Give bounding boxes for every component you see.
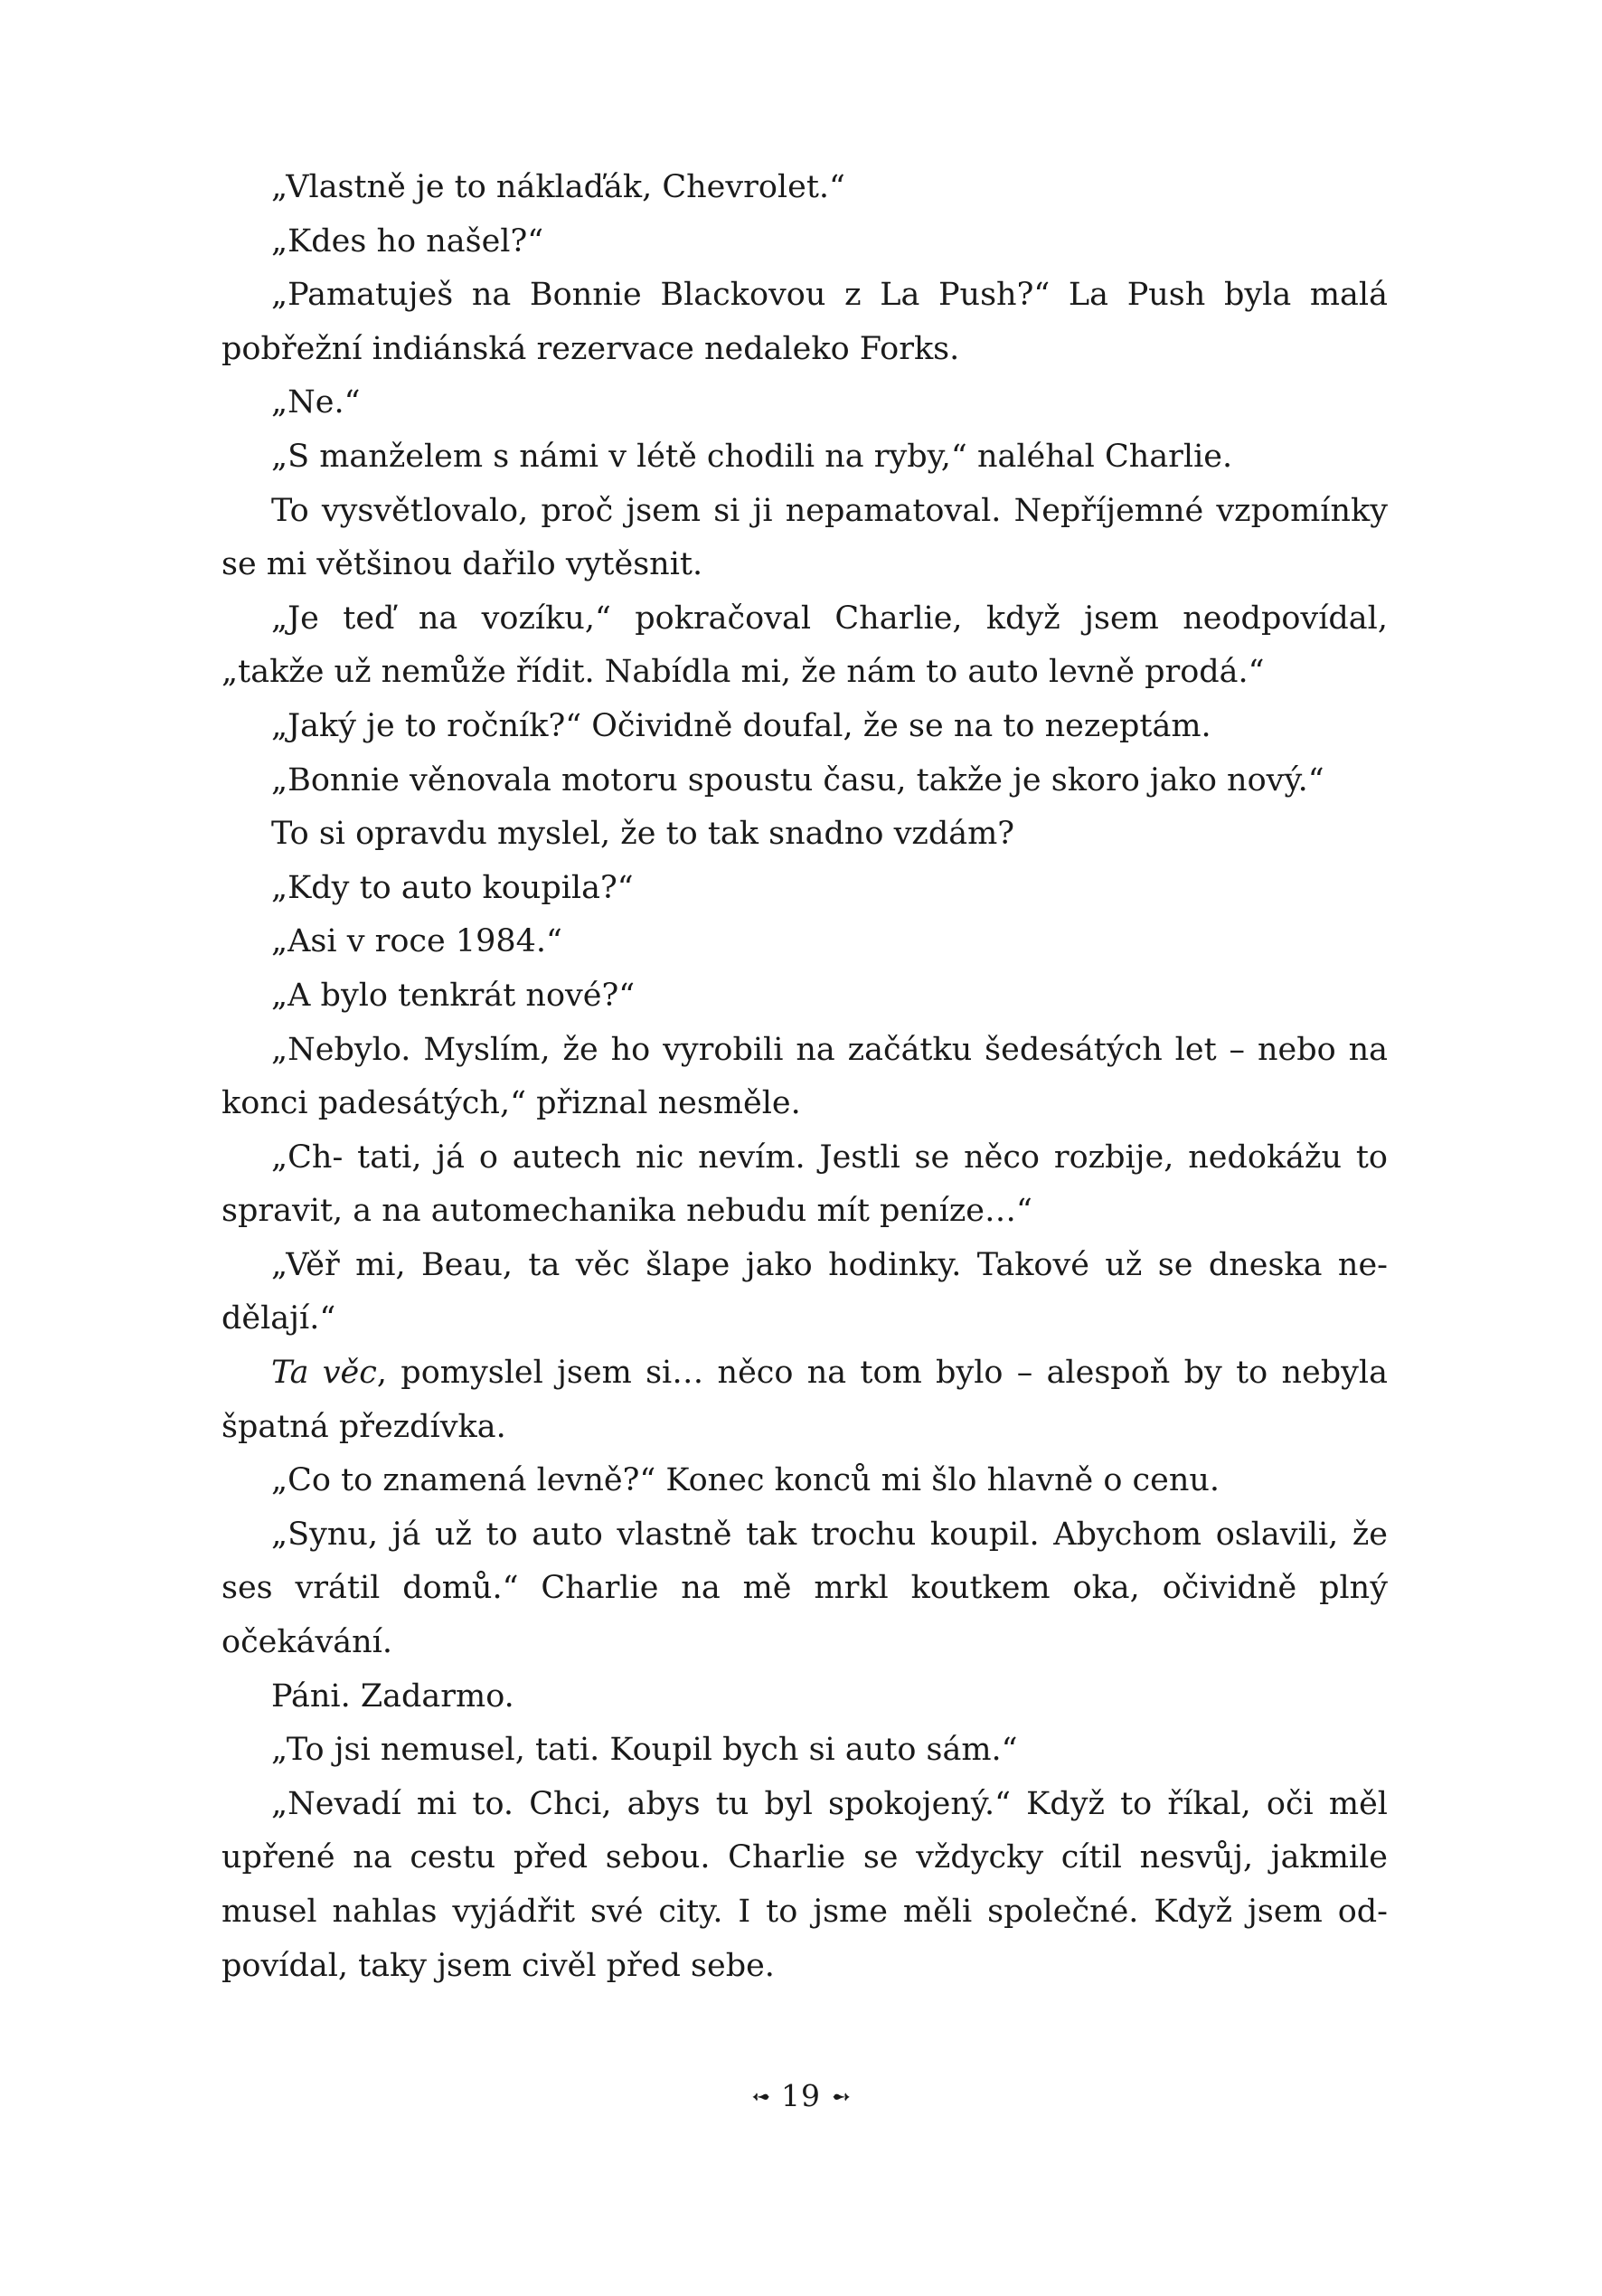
paragraph: „Jaký je to ročník?“ Očividně doufal, že se na to nezeptám. [271, 707, 1211, 744]
paragraph: „Ch- tati, já o autech nic nevím. Jestli se něco rozbije, nedokážu to spravit, a na automechanika nebudu mít peníze…“ [221, 1139, 1388, 1230]
paragraph: „To jsi nemusel, tati. Koupil bych si auto sám.“ [271, 1732, 1018, 1769]
paragraph: „Ne.“ [271, 384, 361, 421]
italic-phrase: Ta věc [271, 1355, 377, 1392]
paragraph: To vysvětlovalo, proč jsem si ji nepamatoval. Nepříjemné vzpomínky se mi většinou dařilo vytěsnit. [221, 492, 1388, 583]
page-footer [0, 2078, 1602, 2113]
paragraph: „Synu, já už to auto vlastně tak trochu koupil. Abychom oslavili, že ses vrátil domů.“ Charlie na mě mrkl koutkem oka, očividně plný očekávání. [221, 1516, 1388, 1661]
paragraph: „Asi v roce 1984.“ [271, 923, 562, 960]
paragraph: „Kdes ho našel?“ [271, 222, 544, 260]
paragraph-text: , pomyslel jsem si… něco na tom bylo – alespoň by to nebyla špatná přezdívka. [221, 1355, 1388, 1445]
ornament-left-icon: ➻ [749, 2083, 771, 2111]
paragraph: „Věř mi, Beau, ta věc šlape jako hodinky. Takové už se dneska nedělají.“ [221, 1246, 1388, 1337]
paragraph: „Pamatuješ na Bonnie Blackovou z La Push?“ La Push byla malá pobřežní indiánská rezervace nedaleko Forks. [221, 277, 1388, 367]
paragraph: „Nebylo. Myslím, že ho vyrobili na začátku šedesátých let – nebo na konci padesátých,“ přiznal nesměle. [221, 1031, 1388, 1122]
paragraph: „Co to znamená levně?“ Konec konců mi šlo hlavně o cenu. [271, 1462, 1220, 1499]
paragraph: „Bonnie věnovala motoru spoustu času, takže je skoro jako nový.“ [271, 761, 1324, 798]
body-text [221, 161, 1388, 1993]
paragraph: „A bylo tenkrát nové?“ [271, 977, 636, 1014]
paragraph: „Kdy to auto koupila?“ [271, 869, 634, 906]
ornament-right-icon: ➻ [831, 2083, 853, 2111]
page-number: 19 [781, 2078, 821, 2113]
paragraph: „S manželem s námi v létě chodili na ryby,“ naléhal Charlie. [271, 438, 1233, 475]
paragraph [221, 1346, 1388, 1454]
paragraph: „Nevadí mi to. Chci, abys tu byl spokojený.“ Když to říkal, oči měl upřené na cestu před sebou. Charlie se vždycky cítil nesvůj, jakmile musel nahlas vyjádřit své city. I to jsme měli společné. Když jsem odpovídal, taky jsem civěl před sebe. [221, 1785, 1388, 1984]
paragraph: Páni. Zadarmo. [271, 1677, 514, 1715]
paragraph: To si opravdu myslel, že to tak snadno vzdám? [271, 816, 1015, 853]
paragraph: „Vlastně je to náklaďák, Chevrolet.“ [271, 169, 845, 205]
paragraph: „Je teď na vozíku,“ pokračoval Charlie, když jsem neodpovídal, „takže už nemůže řídit. Nabídla mi, že nám to auto levně prodá.“ [221, 600, 1388, 691]
